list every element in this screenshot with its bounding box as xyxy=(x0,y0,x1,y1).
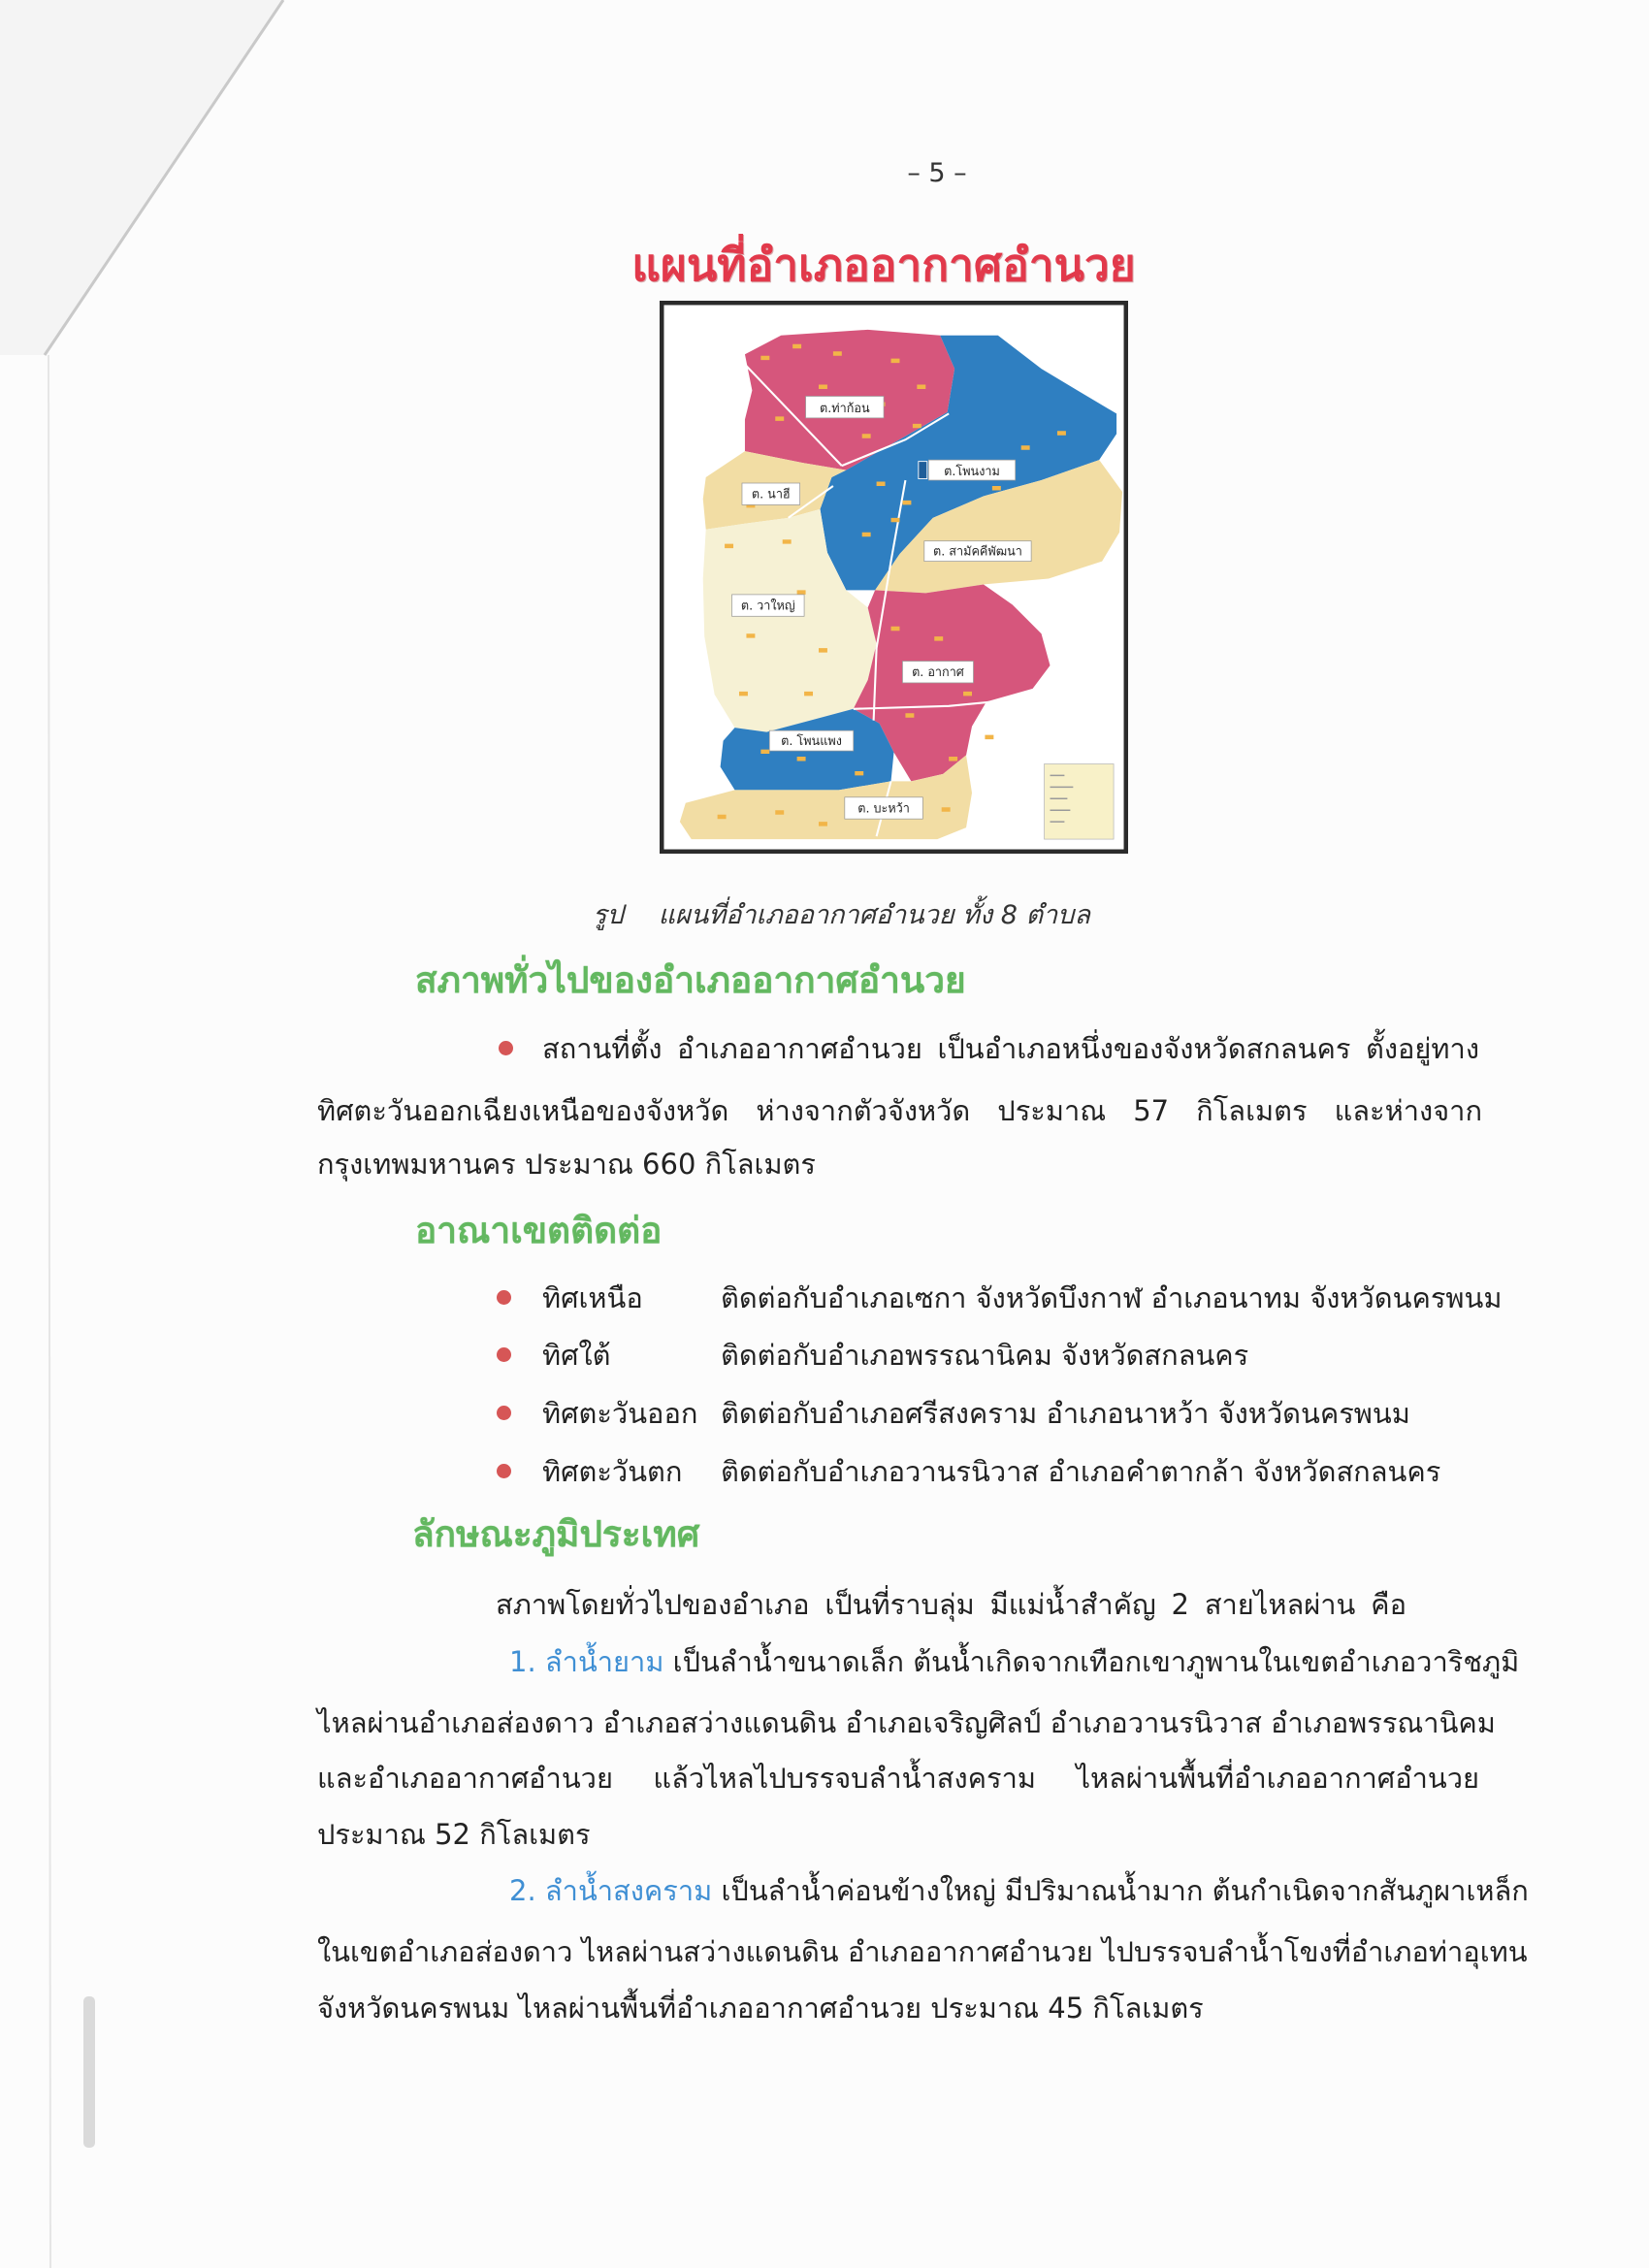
river-text: เป็นลำน้ำขนาดเล็ก ต้นน้ำเกิดจากเทือกเขาภูพานในเขตอำเภอวาริชภูมิ xyxy=(672,1645,1520,1678)
map-label-wa-yai: ต. วาใหญ่ xyxy=(740,598,795,613)
folded-corner xyxy=(0,0,283,355)
boundary-direction: ทิศใต้ xyxy=(542,1339,611,1372)
map-label-akat: ต. อากาศ xyxy=(912,664,964,680)
paragraph-line: ทิศตะวันออกเฉียงเหนือของจังหวัด ห่างจากตัวจังหวัด ประมาณ 57 กิโลเมตร และห่างจาก xyxy=(317,1094,1482,1127)
map-label-na-hi: ต. นาฮี xyxy=(751,486,791,502)
section-heading-boundaries: อาณาเขตติดต่อ xyxy=(415,1210,663,1251)
boundary-text: ติดต่อกับอำเภอวานรนิวาส อำเภอคำตากล้า จังหวัดสกลนคร xyxy=(721,1455,1441,1488)
map-label-samakkhi-phatthana: ต. สามัคคีพัฒนา xyxy=(933,543,1022,559)
paragraph-line: สถานที่ตั้ง อำเภออากาศอำนวย เป็นอำเภอหนึ่งของจังหวัดสกลนคร ตั้งอยู่ทาง xyxy=(542,1032,1479,1065)
boundary-text: ติดต่อกับอำเภอศรีสงคราม อำเภอนาหว้า จังหวัดนครพนม xyxy=(721,1397,1410,1430)
river-paragraph-line: ประมาณ 52 กิโลเมตร xyxy=(317,1818,591,1851)
river-paragraph-line: ในเขตอำเภอส่องดาว ไหลผ่านสว่างแดนดิน อำเภออากาศอำนวย ไปบรรจบลำน้ำโขงที่อำเภอท่าอุเทน xyxy=(317,1935,1528,1968)
river-text: เป็นลำน้ำค่อนข้างใหญ่ มีปริมาณน้ำมาก ต้นกำเนิดจากสันภูผาเหล็ก xyxy=(721,1874,1529,1907)
map-legend xyxy=(1045,763,1115,839)
scan-smudge xyxy=(83,1996,95,2148)
bullet-icon xyxy=(497,1347,511,1362)
boundary-direction: ทิศตะวันตก xyxy=(542,1455,683,1488)
figure-label: รูป xyxy=(593,900,624,930)
map-marker-icon xyxy=(919,462,927,479)
figure-caption-text: แผนที่อำเภออากาศอำนวย ทั้ง 8 ตำบล xyxy=(658,900,1090,930)
river-name: 1. ลำน้ำยาม xyxy=(509,1645,664,1678)
bullet-icon xyxy=(497,1406,511,1420)
boundary-direction: ทิศเหนือ xyxy=(542,1281,643,1314)
terrain-intro: สภาพโดยทั่วไปของอำเภอ เป็นที่ราบลุ่ม มีแม่น้ำสำคัญ 2 สายไหลผ่าน คือ xyxy=(496,1588,1406,1621)
river-paragraph-line: และอำเภออากาศอำนวย แล้วไหลไปบรรจบลำน้ำสงคราม ไหลผ่านพื้นที่อำเภออากาศอำนวย xyxy=(317,1762,1479,1795)
river-paragraph-line xyxy=(509,1871,1529,1910)
boundary-text: ติดต่อกับอำเภอเซกา จังหวัดบึงกาฬ อำเภอนาทม จังหวัดนครพนม xyxy=(721,1281,1503,1314)
section-heading-general: สภาพทั่วไปของอำเภออากาศอำนวย xyxy=(415,959,966,1001)
boundary-text: ติดต่อกับอำเภอพรรณานิคม จังหวัดสกลนคร xyxy=(721,1339,1249,1372)
map-label-ba-wa: ต. บะหว้า xyxy=(857,800,910,816)
page-title: แผนที่อำเภออากาศอำนวย xyxy=(631,239,1136,291)
figure-caption xyxy=(593,898,1090,933)
boundary-direction: ทิศตะวันออก xyxy=(542,1397,698,1430)
river-paragraph-line: จังหวัดนครพนม ไหลผ่านพื้นที่อำเภออากาศอำนวย ประมาณ 45 กิโลเมตร xyxy=(317,1992,1204,2025)
map-label-phon-phaeng: ต. โพนแพง xyxy=(781,733,842,749)
page-number: – 5 – xyxy=(907,158,967,188)
river-paragraph-line: ไหลผ่านอำเภอส่องดาว อำเภอสว่างแดนดิน อำเภอเจริญศิลป์ อำเภอวานรนิวาส อำเภอพรรณานิคม xyxy=(317,1706,1496,1739)
bullet-icon xyxy=(499,1041,513,1055)
paragraph-line: กรุงเทพมหานคร ประมาณ 660 กิโลเมตร xyxy=(317,1148,816,1181)
river-name: 2. ลำน้ำสงคราม xyxy=(509,1874,713,1907)
map-label-phon-ngam: ต.โพนงาม xyxy=(944,463,1000,478)
district-map xyxy=(660,301,1128,854)
page-edge xyxy=(48,355,50,2268)
river-paragraph-line xyxy=(509,1642,1520,1681)
bullet-icon xyxy=(497,1464,511,1478)
bullet-icon xyxy=(497,1290,511,1305)
section-heading-terrain: ลักษณะภูมิประเทศ xyxy=(412,1513,700,1555)
map-label-tha-kon: ต.ท่าก้อน xyxy=(820,400,870,415)
